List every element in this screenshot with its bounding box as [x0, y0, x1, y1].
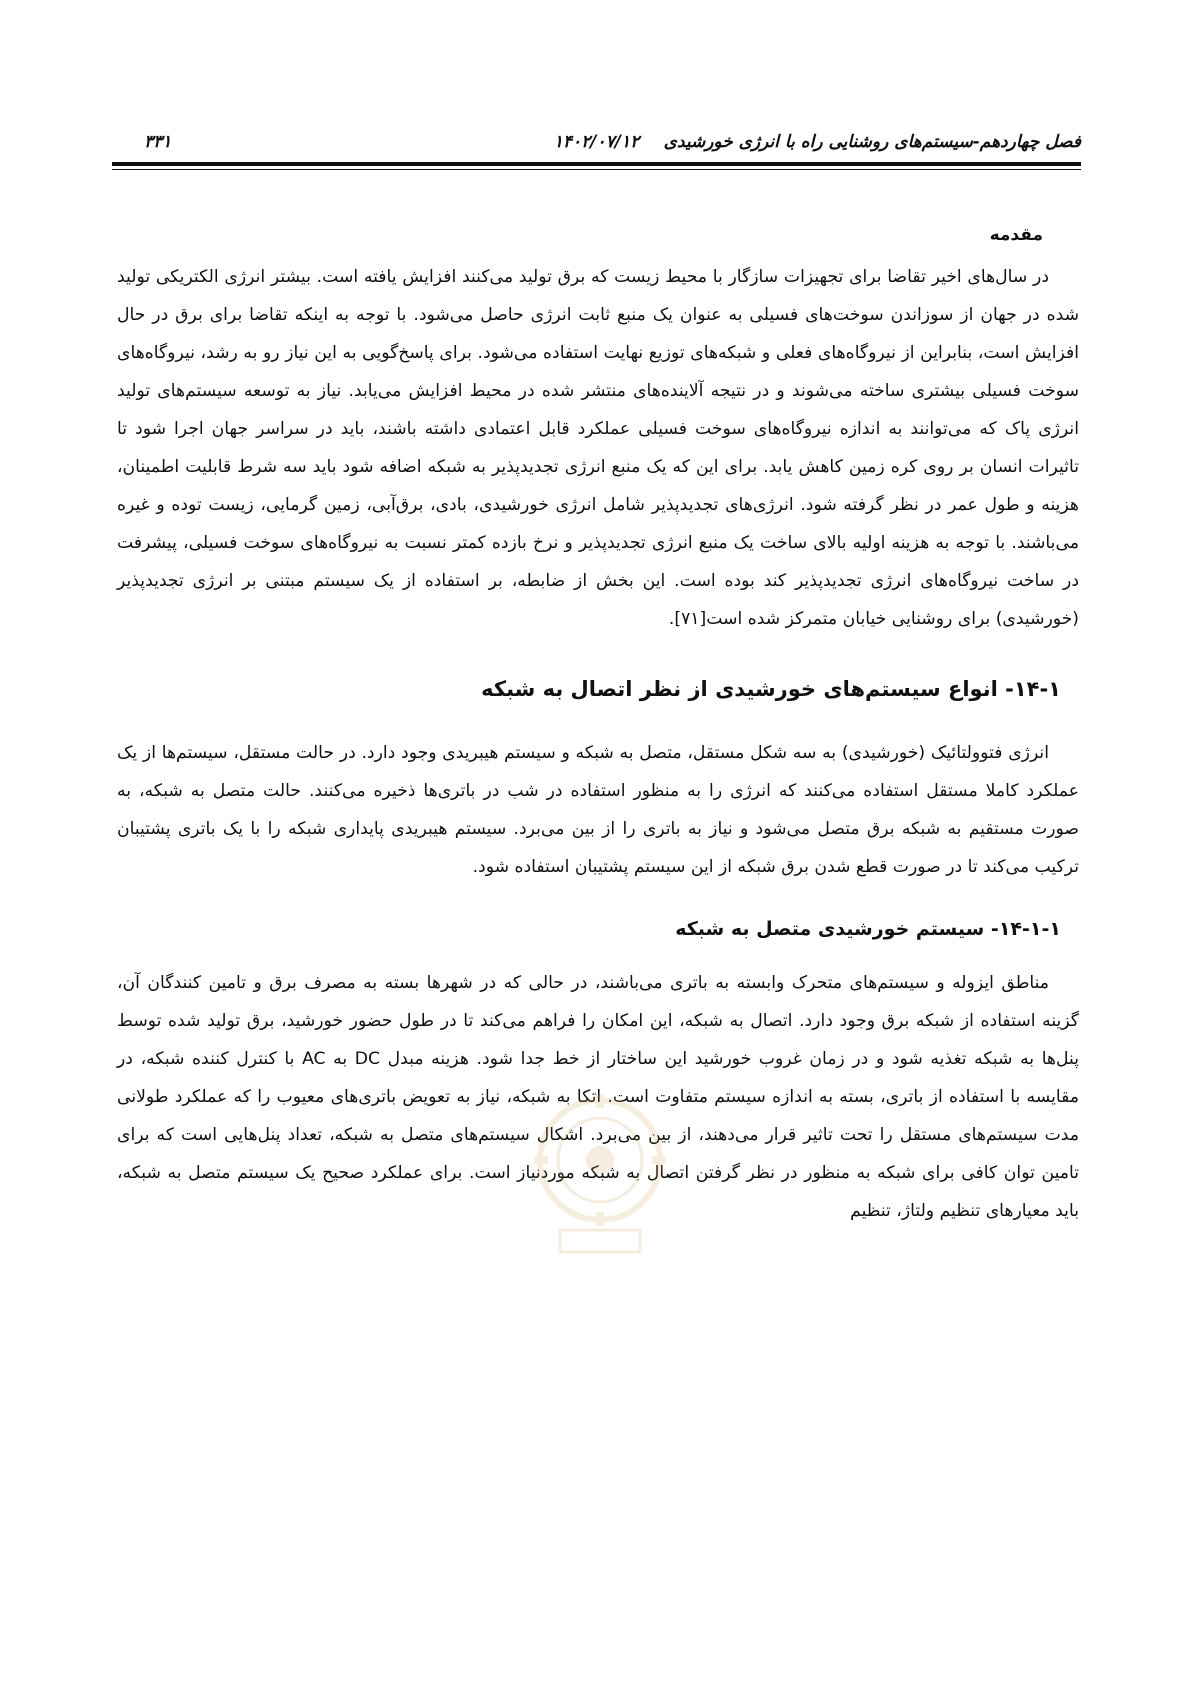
- subsection-paragraph: مناطق ایزوله و سیستم‌های متحرک وابسته به باتری می‌باشند، در حالی که در شهرها بسته به مصرف برق و تامین کنندگان آن، گزینه استفاده از شبکه برق وجود دارد. اتصال به شبکه، این امکان را فراهم می‌کند تا در طول حضور خورشید، برق تولید شده توسط پنل‌ها به شبکه تغذیه شود و در زمان غروب خورشید این ساختار از خط جدا شود. هزینه مبدل DC به AC با کنترل کننده شبکه، در مقایسه با استفاده از باتری، بسته به اندازه سیستم متفاوت است. اتکا به شبکه، نیاز به تعویض باتری‌های معیوب را که عملکرد طولانی مدت سیستم‌های مستقل را تحت تاثیر قرار می‌دهند، از بین می‌برد. اشکال سیستم‌های متصل به شبکه، تعداد پنل‌هایی است که برای تامین توان کافی برای شبکه به منظور در نظر گرفتن اتصال به شبکه موردنیاز است. برای عملکرد صحیح یک سیستم متصل به شبکه، باید معیارهای تنظیم ولتاژ، تنظیم: [117, 973, 1079, 1221]
- chapter-title: فصل چهاردهم-سیستم‌های روشنایی راه با انرژی خورشیدی: [663, 132, 1081, 152]
- section-paragraph: انرژی فتوولتائیک (خورشیدی) به سه شکل مستقل، متصل به شبکه و سیستم هیبریدی وجود دارد. در حالت مستقل، سیستم‌ها از یک عملکرد کاملا مستقل استفاده می‌کنند که انرژی را به منظور استفاده در شب در باتری‌ها ذخیره می‌کنند. حالت متصل به شبکه، به صورت مستقیم به شبکه برق متصل می‌شود و نیاز به باتری را از بین می‌برد. سیستم هیبریدی پایداری شبکه را با یک باتری پشتیبان ترکیب می‌کند تا در صورت قطع شدن برق شبکه از این سیستم پشتیبان استفاده شود.: [117, 743, 1079, 877]
- header-rule-thin: [112, 169, 1081, 170]
- intro-heading: مقدمه: [989, 225, 1043, 245]
- header-date: ۱۴۰۲/۰۷/۱۲: [553, 132, 640, 152]
- page-number: ۳۳۱: [144, 132, 172, 152]
- header-rule-thick: [112, 162, 1081, 166]
- intro-paragraph: در سال‌های اخیر تقاضا برای تجهیزات سازگار با محیط زیست که برق تولید می‌کنند افزایش یافته است. بیشتر انرژی الکتریکی تولید شده در جهان از سوزاندن سوخت‌های فسیلی به عنوان یک منبع ثابت انرژی حاصل می‌شود. با توجه به اینکه تقاضا برای برق در حال افزایش است، بنابراین از نیروگاه‌های فعلی و شبکه‌های توزیع نهایت استفاده می‌شود. برای پاسخ‌گویی به این نیاز رو به رشد، نیروگاه‌های سوخت فسیلی بیشتری ساخته می‌شوند و در نتیجه آلاینده‌های منتشر شده در محیط افزایش می‌یابد. نیاز به توسعه سیستم‌های تولید انرژی پاک که می‌توانند به اندازه نیروگاه‌های سوخت فسیلی عملکرد قابل اعتمادی داشته باشند، باید در سراسر جهان اجرا شود تا تاثیرات انسان بر روی کره زمین کاهش یابد. برای این که یک منبع انرژی تجدیدپذیر به شبکه اضافه شود باید سه شرط قابلیت اطمینان، هزینه و طول عمر در نظر گرفته شود. انرژی‌های تجدیدپذیر شامل انرژی خورشیدی، بادی، برق‌آبی، زمین گرمایی، زیست توده و غیره می‌باشند. با توجه به هزینه اولیه بالای ساخت یک منبع انرژی تجدیدپذیر و نرخ بازده کمتر نسبت به نیروگاه‌های سوخت فسیلی، پیشرفت در ساخت نیروگاه‌های انرژی تجدیدپذیر کند بوده است. این بخش از ضابطه، بر استفاده از یک سیستم مبتنی بر انرژی تجدیدپذیر (خورشیدی) برای روشنایی خیابان متمرکز شده است[۷۱].: [117, 267, 1079, 629]
- page-header: [112, 126, 1081, 166]
- page-body: [117, 222, 1079, 1230]
- subsection-heading: ۱۴-۱-۱- سیستم خورشیدی متصل به شبکه: [675, 918, 1061, 940]
- section-heading: ۱۴-۱- انواع سیستم‌های خورشیدی از نظر اتصال به شبکه: [481, 677, 1061, 701]
